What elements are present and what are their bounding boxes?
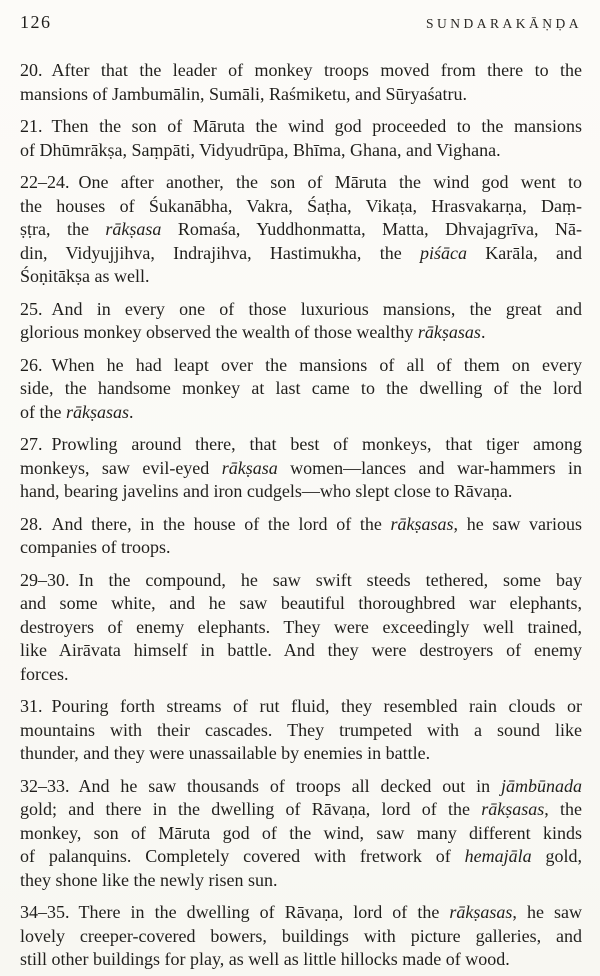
text-run: When he had leapt over the mansions of all of them on every [51,354,582,375]
text-run: Then the son of Māruta the wind god proceeded to the mansions [51,116,582,136]
italic-term: piśāca [419,242,467,263]
text-run: and some white, and he saw beautiful thoroughbred war elephants, [20,593,582,613]
text-line [20,401,582,425]
text-run: of Dhūmrākṣa, Saṃpāti, Vidyudrūpa, Bhīma, Ghana, and Vighana. [20,139,501,160]
verse-paragraph [20,354,582,425]
italic-term: hemajāla [464,846,532,866]
verse-number: 28. [20,513,43,534]
text-run: Romaśa, Yuddhonmatta, Matta, Dhvajagrīva, Nā- [161,219,582,239]
text-line [20,948,582,972]
text-line [20,869,582,893]
text-run: gold, [531,846,582,866]
text-line [20,115,582,139]
text-run: like Airāvata himself in battle. And they were destroyers of enemy [20,640,582,660]
text-run: still other buildings for play, as well as little hillocks made of wood. [20,949,510,969]
verse-paragraph [20,513,582,560]
text-line [20,742,582,766]
verse-paragraph [20,569,582,687]
verse-number: 20. [20,60,43,80]
text-line [20,639,582,663]
text-line [20,171,582,195]
text-line [20,242,582,266]
text-line [20,321,582,345]
verse-paragraph [20,433,582,504]
text-line [20,901,582,925]
text-run: companies of troops. [20,537,171,557]
italic-term: rākṣasas [481,799,545,819]
running-title: SUNDARAKĀṆḌA [425,16,582,31]
text-run: , he saw [512,902,582,922]
text-line [20,822,582,846]
verse-paragraph [20,171,582,289]
text-run: destroyers of enemy elephants. They were exceedingly well trained, [20,616,582,637]
verse-paragraph [20,298,582,345]
text-run: . [129,401,134,422]
verse-paragraph [20,775,582,893]
text-run: gold; and there in the dwelling of Rāvaṇa, lord of the [20,799,482,819]
text-run: Śoṇitākṣa as well. [20,266,150,286]
text-line [20,195,582,219]
page-header [20,12,582,33]
text-run: And he saw thousands of troops all decked out in [78,775,501,796]
text-line [20,265,582,289]
text-run: side, the handsome monkey at last came to the dwelling of the lord [20,378,582,398]
text-line [20,83,582,107]
page-number: 126 [20,12,52,32]
text-run: And there, in the house of the lord of the [51,513,391,534]
verse-number: 26. [20,354,43,375]
verse-number: 22–24. [20,172,70,192]
text-line [20,592,582,616]
verse-number: 25. [20,298,43,319]
text-run: thunder, and they were unassailable by enemies in battle. [20,743,431,763]
text-line [20,569,582,593]
text-line [20,925,582,949]
verse-number: 32–33. [20,775,70,796]
text-line [20,798,582,822]
text-run: the houses of Śukanābha, Vakra, Śaṭha, Vikaṭa, Hrasvakarṇa, Daṃ- [20,195,582,216]
text-run: One after another, the son of Māruta the wind god went to [78,172,582,192]
text-run: women—lances and war-hammers in [277,457,582,478]
verse-paragraph [20,59,582,106]
text-run: Prowling around there, that best of monkeys, that tiger among [51,434,582,454]
text-line [20,775,582,799]
text-line [20,513,582,537]
text-line [20,433,582,457]
text-line [20,354,582,378]
text-run: of palanquins. Completely covered with fretwork of [20,846,465,866]
italic-term: rākṣasas [449,902,513,922]
text-run: , the [544,799,582,819]
text-line [20,457,582,481]
text-line [20,616,582,640]
text-run: There in the dwelling of Rāvaṇa, lord of the [78,902,450,922]
text-run: they shone like the newly risen sun. [20,869,278,890]
text-line [20,218,582,242]
text-run: glorious monkey observed the wealth of those wealthy [20,322,418,342]
italic-term: jāmbūnada [501,775,582,796]
text-line [20,298,582,322]
verse-number: 21. [20,116,43,136]
verse-list [20,59,582,972]
verse-paragraph [20,115,582,162]
text-run: . [480,322,486,342]
text-run: monkey, son of Māruta god of the wind, saw many different kinds [20,822,582,843]
text-run: mountains with their cascades. They trumpeted with a sound like [20,719,582,740]
text-run: ṣṭra, the [20,219,106,239]
text-line [20,480,582,504]
italic-term: rākṣasas [417,322,481,342]
verse-number: 27. [20,434,43,454]
text-line [20,719,582,743]
text-run: Karāla, and [466,242,583,263]
text-run: And in every one of those luxurious mansions, the great and [51,298,582,319]
text-line [20,845,582,869]
text-run: din, Vidyujjihva, Indrajihva, Hastimukha, the [20,242,420,263]
text-line [20,377,582,401]
verse-paragraph [20,901,582,972]
text-run: mansions of Jambumālin, Sumāli, Raśmiketu, and Sūryaśatru. [20,83,467,104]
text-run: monkeys, saw evil-eyed [20,457,222,478]
text-run: Pouring forth streams of rut fluid, they resembled rain clouds or [51,696,582,716]
text-line [20,139,582,163]
text-line [20,695,582,719]
italic-term: rākṣasa [221,457,278,478]
verse-number: 34–35. [20,902,70,922]
italic-term: rākṣasa [105,219,162,239]
text-run: lovely creeper-covered bowers, buildings with picture galleries, and [20,925,582,946]
text-run: , he saw various [453,513,582,534]
text-run: hand, bearing javelins and iron cudgels—who slept close to Rāvaṇa. [20,481,513,501]
text-line [20,663,582,687]
verse-paragraph [20,695,582,766]
text-line [20,59,582,83]
italic-term: rākṣasas [65,401,129,422]
italic-term: rākṣasas [390,513,454,534]
text-run: of the [20,401,66,422]
text-line [20,536,582,560]
verse-number: 29–30. [20,569,70,590]
verse-number: 31. [20,696,43,716]
text-run: After that the leader of monkey troops moved from there to the [51,60,582,80]
text-run: forces. [20,663,69,684]
text-run: In the compound, he saw swift steeds tethered, some bay [78,569,582,590]
